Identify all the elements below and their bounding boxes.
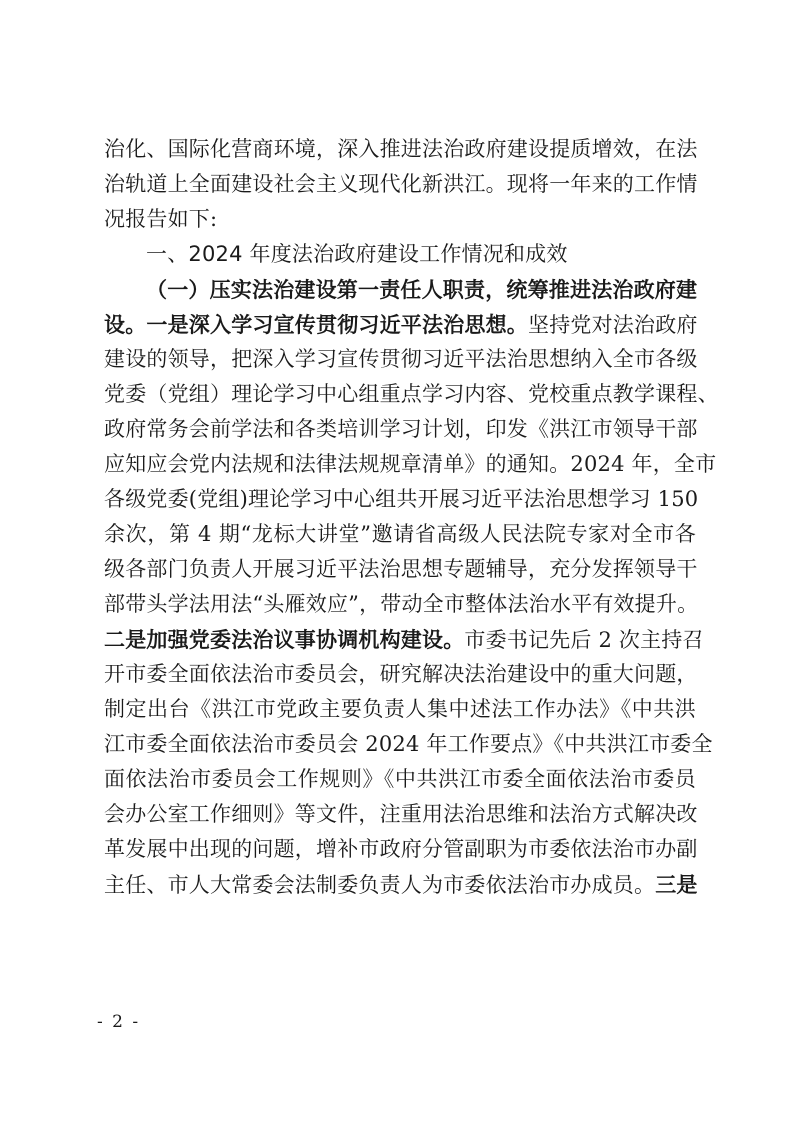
bold-lead: 三是: [655, 872, 698, 897]
document-body: [104, 132, 719, 902]
bold-lead: 二是加强党委法治议事协调机构建设。: [104, 627, 465, 652]
body-line: 应知应会党内法规和法律法规规章清单》的通知。2024 年，全市: [104, 452, 717, 476]
body-line: 部带头学法用法“头雁效应”，带动全市整体法治水平有效提升。: [104, 592, 699, 616]
body-line: 制定出台《洪江市党政主要负责人集中述法工作办法》《中共洪: [104, 697, 696, 721]
body-line: 革发展中出现的问题，增补市政府分管副职为市委依法治市办副: [104, 837, 698, 861]
body-line: 面依法治市委员会工作规则》《中共洪江市委全面依法治市委员: [104, 767, 696, 791]
body-text: 主任、市人大常委会法制委负责人为市委依法治市办成员。: [104, 873, 656, 897]
body-line: [104, 307, 696, 342]
body-line: 政府常务会前学法和各类培训学习计划，印发《洪江市领导干部: [104, 417, 698, 441]
section-heading: 一、2024 年度法治政府建设工作情况和成效: [146, 242, 568, 266]
body-line: [104, 622, 704, 657]
body-line: 况报告如下:: [104, 207, 218, 231]
body-line: 开市委全面依法治市委员会，研究解决法治建设中的重大问题，: [104, 662, 698, 686]
subsection-heading: （一）压实法治建设第一责任人职责，统筹推进法治政府建: [146, 277, 698, 302]
bold-lead: 设。一是深入学习宣传贯彻习近平法治思想。: [104, 312, 528, 337]
page-number: - 2 -: [97, 1012, 141, 1032]
body-line: 会办公室工作细则》等文件，注重用法治思维和法治方式解决改: [104, 802, 698, 826]
body-text: 坚持党对法治政府: [528, 313, 698, 337]
body-line: 建设的领导，把深入学习宣传贯彻习近平法治思想纳入全市各级: [104, 347, 698, 371]
body-line: 级各部门负责人开展习近平法治思想专题辅导，充分发挥领导干: [104, 557, 698, 581]
body-line: 各级党委(党组)理论学习中心组共开展习近平法治思想学习 150: [104, 487, 699, 511]
body-line: [104, 867, 696, 902]
body-line: 余次，第 4 期“龙标大讲堂”邀请省高级人民法院专家对全市各: [104, 522, 696, 546]
body-line: 江市委全面依法治市委员会 2024 年工作要点》《中共洪江市委全: [104, 732, 713, 756]
body-line: 治化、国际化营商环境，深入推进法治政府建设提质增效，在法: [104, 137, 698, 161]
body-line: 党委（党组）理论学习中心组重点学习内容、党校重点教学课程、: [104, 382, 719, 406]
body-text: 市委书记先后 2 次主持召: [464, 628, 704, 652]
body-line: 治轨道上全面建设社会主义现代化新洪江。现将一年来的工作情: [104, 172, 698, 196]
